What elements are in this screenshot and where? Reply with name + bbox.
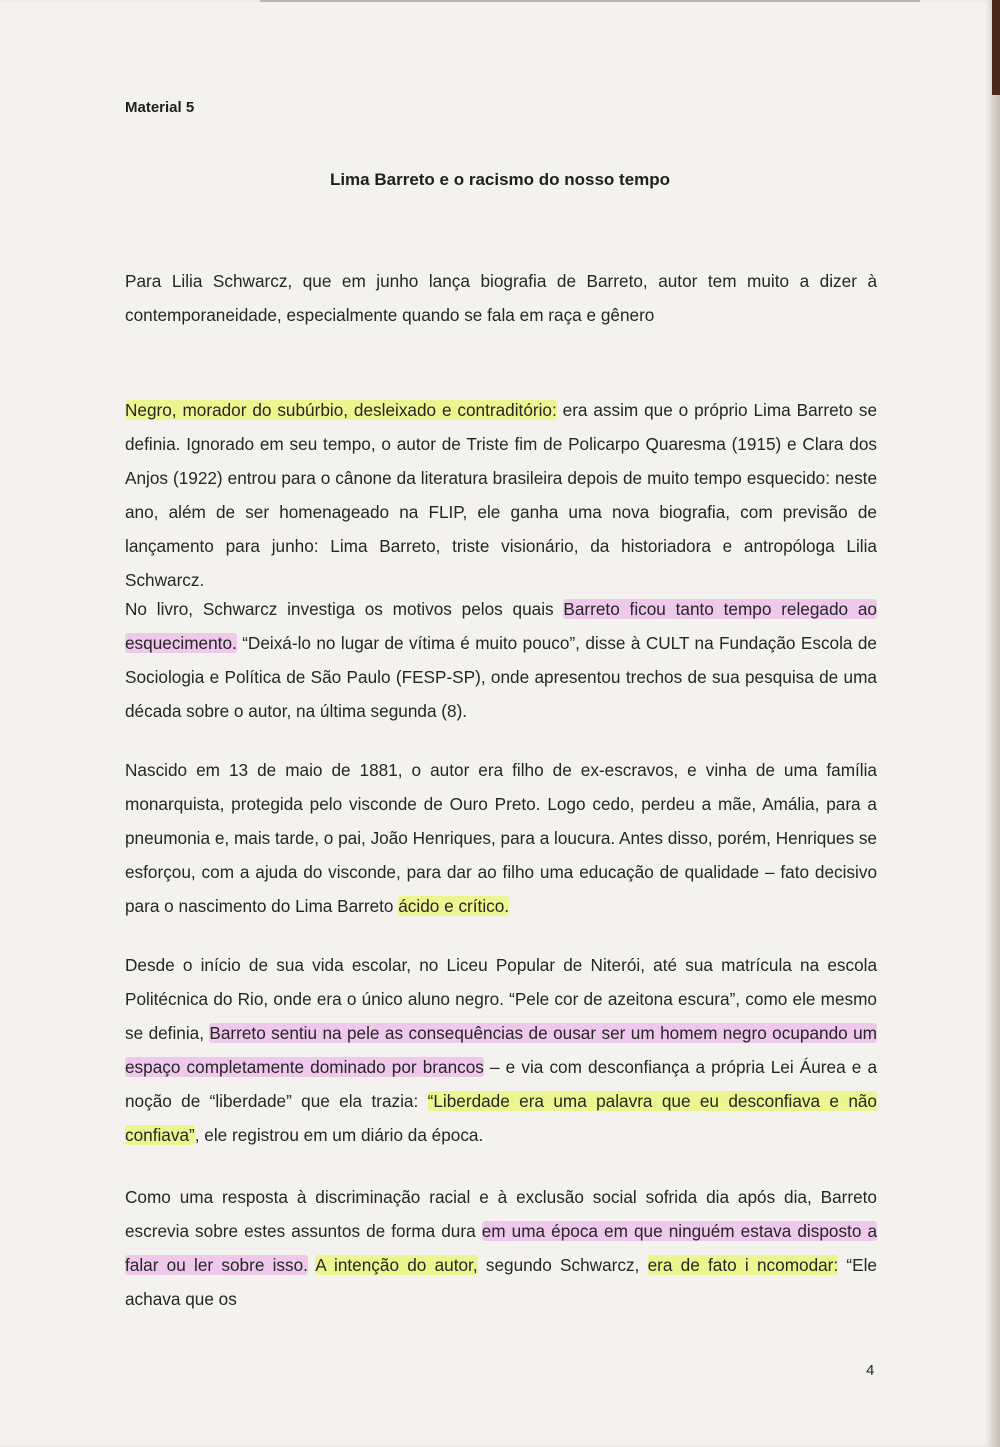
page-right-edge [990, 0, 1000, 1447]
paragraph-2 [125, 592, 877, 728]
paragraph-text: Nascido em 13 de maio de 1881, o autor era filho de ex-escravos, e vinha de uma família monarquista, protegida pelo visconde de Ouro Preto. Logo cedo, perdeu a mãe, Amália, para a pneumonia e, mais tarde, o pai, João Henriques, para a loucura. Antes disso, porém, Henriques se esforçou, com a ajuda do visconde, para dar ao filho uma educação de qualidade – fato decisivo para o nascimento do Lima Barreto [125, 760, 877, 916]
document-title: Lima Barreto e o racismo do nosso tempo [329, 170, 671, 189]
paragraph-text: Desde o início de sua vida escolar, no Liceu Popular de Niterói, até sua matrícula na escola Politécnica do Rio, onde era o único aluno negro. “Pele cor de azeitona escura”, como ele mesmo se definia, [125, 955, 877, 1043]
paragraph-text: Como uma resposta à discriminação racial e à exclusão social sofrida dia após dia, Barreto escrevia sobre estes assuntos de forma dura [125, 1187, 877, 1241]
paragraph-text: “Ele achava que os [125, 1255, 877, 1309]
highlight-yellow: A intenção do autor, [315, 1255, 478, 1275]
paragraph-text: segundo Schwarcz, [477, 1255, 648, 1275]
highlight-yellow: Negro, morador do subúrbio, desleixado e contraditório: [125, 400, 557, 420]
highlight-pink: Barreto ficou tanto tempo relegado ao esquecimento. [125, 599, 877, 653]
page-top-edge [260, 0, 920, 2]
highlight-pink: Barreto sentiu na pele as consequências de ousar ser um homem negro ocupando um espaço completamente dominado por brancos [125, 1023, 877, 1077]
highlight-yellow: ácido e crítico. [398, 896, 510, 916]
lead-paragraph: Para Lilia Schwarcz, que em junho lança biografia de Barreto, autor tem muito a dizer à contemporaneidade, especialmente quando se fala em raça e gênero [125, 271, 877, 325]
paragraph-4 [125, 948, 877, 1152]
highlight-yellow: “Liberdade era uma palavra que eu desconfiava e não confiava” [125, 1091, 877, 1145]
paragraph-text: – e via com desconfiança a própria Lei Áurea e a noção de “liberdade” que ela trazia: [125, 1057, 878, 1111]
paragraph-1 [125, 393, 877, 597]
highlight-yellow: era de fato i ncomodar: [647, 1255, 839, 1275]
page-number: 4 [866, 1362, 875, 1379]
highlight-pink: em uma época em que ninguém estava disposto a falar ou ler sobre isso. [125, 1221, 878, 1275]
paragraph-text: , ele registrou em um diário da época. [194, 1125, 484, 1145]
paragraph-5 [125, 1180, 877, 1316]
paragraph-text: “Deixá-lo no lugar de vítima é muito pouco”, disse à CULT na Fundação Escola de Sociologia e Política de São Paulo (FESP-SP), onde apresentou trechos de sua pesquisa de uma década sobre o autor, na última segunda (8). [125, 633, 877, 721]
paragraph-3 [125, 753, 877, 923]
paragraph-text: No livro, Schwarcz investiga os motivos pelos quais [125, 599, 564, 619]
material-label: Material 5 [125, 99, 195, 116]
paragraph-text: era assim que o próprio Lima Barreto se definia. Ignorado em seu tempo, o autor de Triste fim de Policarpo Quaresma (1915) e Clara dos Anjos (1922) entrou para o cânone da literatura brasileira depois de muito tempo esquecido: neste ano, além de ser homenageado na FLIP, ele ganha uma nova biografia, com previsão de lançamento para junho: Lima Barreto, triste visionário, da historiadora e antropóloga Lilia Schwarcz. [125, 400, 878, 590]
